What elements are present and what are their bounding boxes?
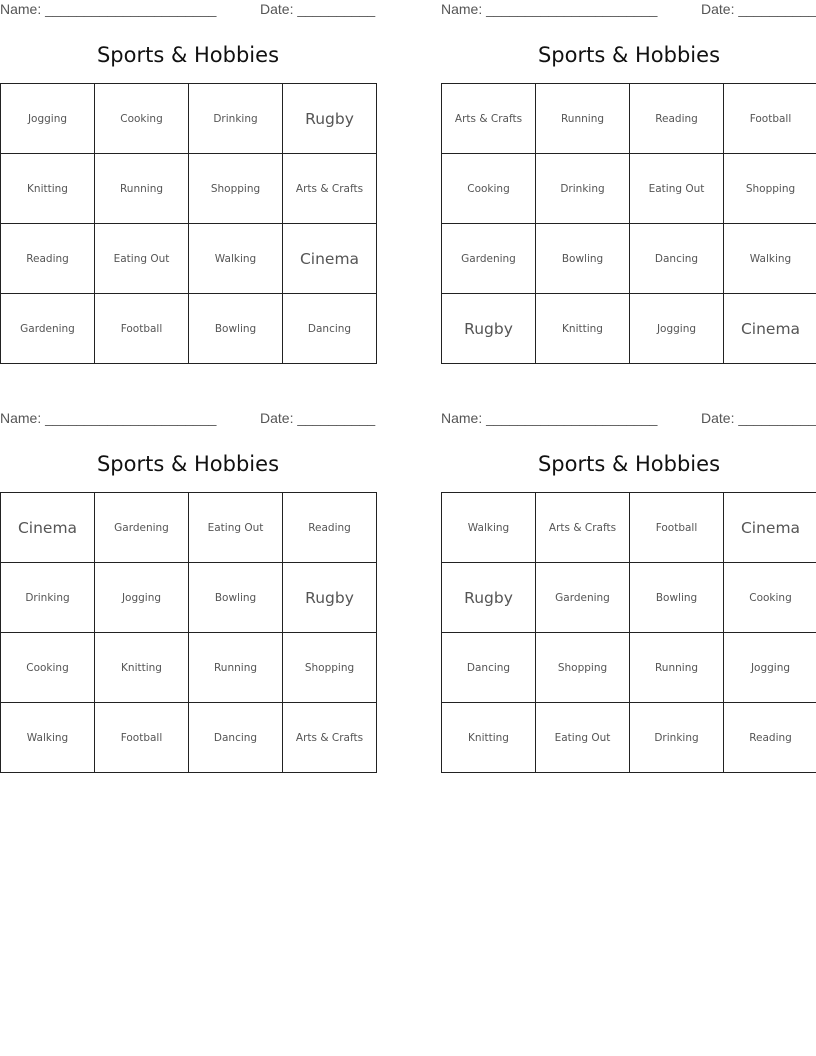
bingo-card-4 [441,409,816,773]
grid-cell: Knitting [95,633,189,703]
grid-cell: Shopping [283,633,377,703]
grid-cell: Dancing [630,224,724,294]
grid-cell: Cinema [283,224,377,294]
name-date-line [441,410,816,430]
card-title: Sports & Hobbies [96,43,280,67]
grid-cell: Rugby [442,294,536,364]
grid-cell: Eating Out [189,493,283,563]
grid-cell: Drinking [1,563,95,633]
card-title: Sports & Hobbies [537,452,721,476]
grid-row [1,224,377,294]
bingo-card-2 [441,0,816,364]
grid-cell: Running [536,84,630,154]
grid-cell: Rugby [283,84,377,154]
grid-cell: Cinema [1,493,95,563]
grid-cell: Football [724,84,816,154]
grid-cell: Football [630,493,724,563]
grid-cell: Reading [1,224,95,294]
bingo-grid [441,83,816,364]
grid-row [1,154,377,224]
grid-row [442,703,816,773]
grid-cell: Shopping [724,154,816,224]
grid-row [442,294,816,364]
grid-cell: Rugby [442,563,536,633]
grid-cell: Eating Out [95,224,189,294]
grid-cell: Cooking [724,563,816,633]
grid-row [1,633,377,703]
grid-cell: Gardening [442,224,536,294]
grid-row [442,493,816,563]
name-field: Name: ______________________ [441,1,658,17]
grid-cell: Football [95,703,189,773]
grid-cell: Rugby [283,563,377,633]
grid-cell: Walking [442,493,536,563]
grid-cell: Running [189,633,283,703]
grid-row [442,633,816,703]
name-date-line [0,410,376,430]
grid-row [442,224,816,294]
bingo-card-1 [0,0,376,364]
grid-cell: Jogging [724,633,816,703]
grid-row [1,294,377,364]
grid-cell: Drinking [189,84,283,154]
card-title: Sports & Hobbies [96,452,280,476]
grid-cell: Walking [724,224,816,294]
grid-cell: Bowling [189,294,283,364]
grid-cell: Knitting [536,294,630,364]
grid-cell: Walking [1,703,95,773]
grid-cell: Shopping [189,154,283,224]
date-field: Date: __________ [260,410,376,426]
grid-row [442,154,816,224]
grid-cell: Arts & Crafts [442,84,536,154]
grid-cell: Drinking [536,154,630,224]
grid-cell: Dancing [442,633,536,703]
grid-cell: Arts & Crafts [283,703,377,773]
grid-cell: Gardening [536,563,630,633]
card-title: Sports & Hobbies [537,43,721,67]
grid-cell: Reading [283,493,377,563]
bingo-grid [441,492,816,773]
name-field: Name: ______________________ [441,410,658,426]
grid-cell: Arts & Crafts [283,154,377,224]
grid-cell: Cinema [724,294,816,364]
grid-cell: Running [95,154,189,224]
bingo-grid [0,492,377,773]
grid-row [1,84,377,154]
grid-cell: Bowling [536,224,630,294]
grid-cell: Walking [189,224,283,294]
grid-cell: Shopping [536,633,630,703]
grid-cell: Cooking [442,154,536,224]
grid-cell: Jogging [630,294,724,364]
name-date-line [0,1,376,21]
grid-cell: Dancing [189,703,283,773]
grid-cell: Gardening [95,493,189,563]
grid-cell: Football [95,294,189,364]
grid-row [1,703,377,773]
name-field: Name: ______________________ [0,410,217,426]
name-field: Name: ______________________ [0,1,217,17]
grid-cell: Bowling [189,563,283,633]
date-field: Date: __________ [701,410,816,426]
grid-cell: Cinema [724,493,816,563]
grid-cell: Arts & Crafts [536,493,630,563]
grid-cell: Knitting [442,703,536,773]
grid-cell: Jogging [95,563,189,633]
grid-cell: Dancing [283,294,377,364]
grid-cell: Reading [724,703,816,773]
date-field: Date: __________ [260,1,376,17]
grid-cell: Gardening [1,294,95,364]
grid-row [442,563,816,633]
grid-cell: Jogging [1,84,95,154]
grid-cell: Cooking [1,633,95,703]
grid-cell: Bowling [630,563,724,633]
grid-cell: Cooking [95,84,189,154]
bingo-card-3 [0,409,376,773]
grid-cell: Drinking [630,703,724,773]
name-date-line [441,1,816,21]
date-field: Date: __________ [701,1,816,17]
grid-cell: Reading [630,84,724,154]
grid-cell: Knitting [1,154,95,224]
grid-row [442,84,816,154]
bingo-grid [0,83,377,364]
grid-row [1,563,377,633]
grid-cell: Eating Out [536,703,630,773]
grid-row [1,493,377,563]
grid-cell: Running [630,633,724,703]
grid-cell: Eating Out [630,154,724,224]
